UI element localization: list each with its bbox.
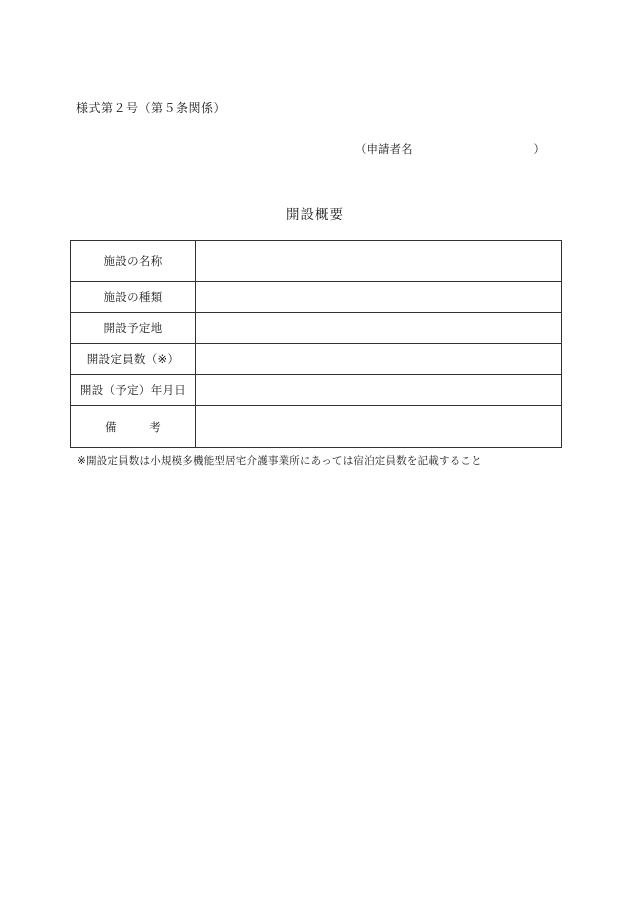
overview-table bbox=[70, 240, 562, 448]
form-number: 様式第２号（第５条関係） bbox=[76, 101, 227, 115]
facility-type-label: 施設の種類 bbox=[71, 282, 196, 313]
capacity-label: 開設定員数（※） bbox=[71, 344, 196, 375]
table-row-planned-location bbox=[71, 313, 562, 344]
applicant-name-close: ） bbox=[533, 142, 545, 156]
remarks-label bbox=[71, 406, 196, 448]
applicant-name-label: （申請者名 bbox=[355, 142, 413, 156]
document-title: 開設概要 bbox=[286, 207, 344, 223]
table-row-capacity bbox=[71, 344, 562, 375]
planned-location-field[interactable] bbox=[196, 313, 562, 344]
table-row-opening-date bbox=[71, 375, 562, 406]
capacity-field[interactable] bbox=[196, 344, 562, 375]
opening-date-field[interactable] bbox=[196, 375, 562, 406]
planned-location-label: 開設予定地 bbox=[71, 313, 196, 344]
facility-name-label: 施設の名称 bbox=[71, 241, 196, 282]
opening-date-label: 開設（予定）年月日 bbox=[71, 375, 196, 406]
table-row-remarks bbox=[71, 406, 562, 448]
facility-type-field[interactable] bbox=[196, 282, 562, 313]
capacity-note: ※開設定員数は小規模多機能型居宅介護事業所にあっては宿泊定員数を記載すること bbox=[77, 455, 482, 467]
table-row-facility-type bbox=[71, 282, 562, 313]
remarks-label-char-2: 考 bbox=[149, 419, 161, 434]
applicant-name-line bbox=[355, 141, 545, 157]
table-row-facility-name bbox=[71, 241, 562, 282]
facility-name-field[interactable] bbox=[196, 241, 562, 282]
remarks-label-char-1: 備 bbox=[105, 419, 117, 434]
remarks-field[interactable] bbox=[196, 406, 562, 448]
